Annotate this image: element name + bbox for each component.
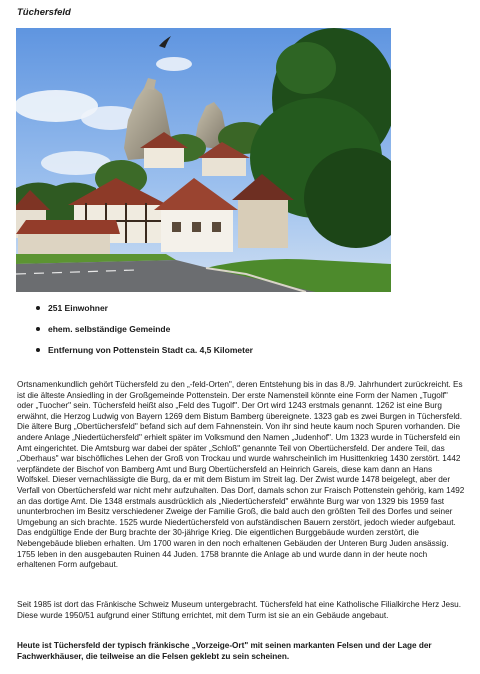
page-title: Tüchersfeld <box>17 7 71 18</box>
facts-list <box>36 303 253 366</box>
fact-distance: Entfernung von Pottenstein Stadt ca. 4,5 Kilometer <box>36 345 253 366</box>
fact-population: 251 Einwohner <box>36 303 253 324</box>
summary-paragraph: Heute ist Tüchersfeld der typisch fränkische „Vorzeige-Ort" mit seinen markanten Felsen und der Lage der Fachwerkhäuser, die teilweise an die Felsen geklebt zu sein scheinen. <box>17 641 432 661</box>
village-photo <box>16 28 391 292</box>
history-paragraph: Ortsnamenkundlich gehört Tüchersfeld zu den „-feld-Orten", deren Entstehung bis in das 8./9. Jahrhundert zurückreicht. Es ist die älteste Ansiedling in der Großgemeinde Pottenstein. Der erste Namensteil könnte eine Form der Namen „Tugolf" oder „Tuocher" sein. Tüchersfeld heißt also „Feld des Tugolf". Der Ort wird 1243 erstmals genannt. 1262 ist eine Burg erwähnt, die Herzog Ludwig von Bayern 1269 dem Bistum Bamberg übereignete. 1323 gab es zwei Burgen in Tüchersfeld. Die ältere Burg „Obertüchersfeld" befand sich auf dem Fahnenstein. Von ihr sind heute kaum noch Spuren vorhanden. Die andere Anlage „Niedertüchersfeld" erhielt später im Volksmund den Namen „Judenhof". Um 1323 wurde in Tüchersfeld ein Amt eingerichtet. Die Amtsburg war dabei der später „Schloß" genannte Teil von Obertüchersfeld. Der andere Teil, das „Oberhaus" war bischöfliches Lehen der Groß von Trockau und wurde wahrscheinlich im Husittenkrieg 1430 zerstört. 1442 verpfändete der Bischof von Bamberg Amt und Burg Obertüchersfeld an Heinrich Gareis, diese kam dann an Hans Wolfskel. Dieser vernachlässigte die Burg, da er mit dem Bistum im Streit lag. Der Zwist wurde 1478 beigelegt, aber der Verfall von Obertüchersfeld war nicht mehr aufzuhalten. Das Dorf, damals schon zur Fraisch Pottenstein gehörig, kam 1492 an das dortige Amt. Die 1348 erstmals ausdrücklich als „Niedertüchersfeld" erwähnte Burg war von 1329 bis 1959 fast ununterbrochen im Besitz verschiedener Zweige der Familie Groß, die bald auch den größten Teil des Dorfes und seiner Umgebung an sich brachte. 1525 wurde Niedertüchersfeld von aufständischen Bauern zerstört, jedoch wieder aufgebaut. Das endgültige Ende der Burg brachte der 30-jährige Krieg. Die eigentlichen Burggebäude wurden zerstört, die Nebengebäude blieben erhalten. Um 1700 waren in den noch erhaltenen Gebäuden der Unteren Burg Juden ansässig. 1755 leben in den ausgebauten Ruinen 44 Juden. 1758 brannte die Anlage ab und wurde dann in der heute noch erhaltenen Form aufgebaut. <box>17 380 465 570</box>
museum-paragraph: Seit 1985 ist dort das Fränkische Schweiz Museum untergebracht. Tüchersfeld hat eine Katholische Filialkirche Herz Jesu. Diese wurde 1950/51 aufgrund einer Stiftung errichtet, mit dem Turm ist sie an ein Gebäude angebaut. <box>17 600 462 620</box>
fact-former-municipality: ehem. selbständige Gemeinde <box>36 324 253 345</box>
